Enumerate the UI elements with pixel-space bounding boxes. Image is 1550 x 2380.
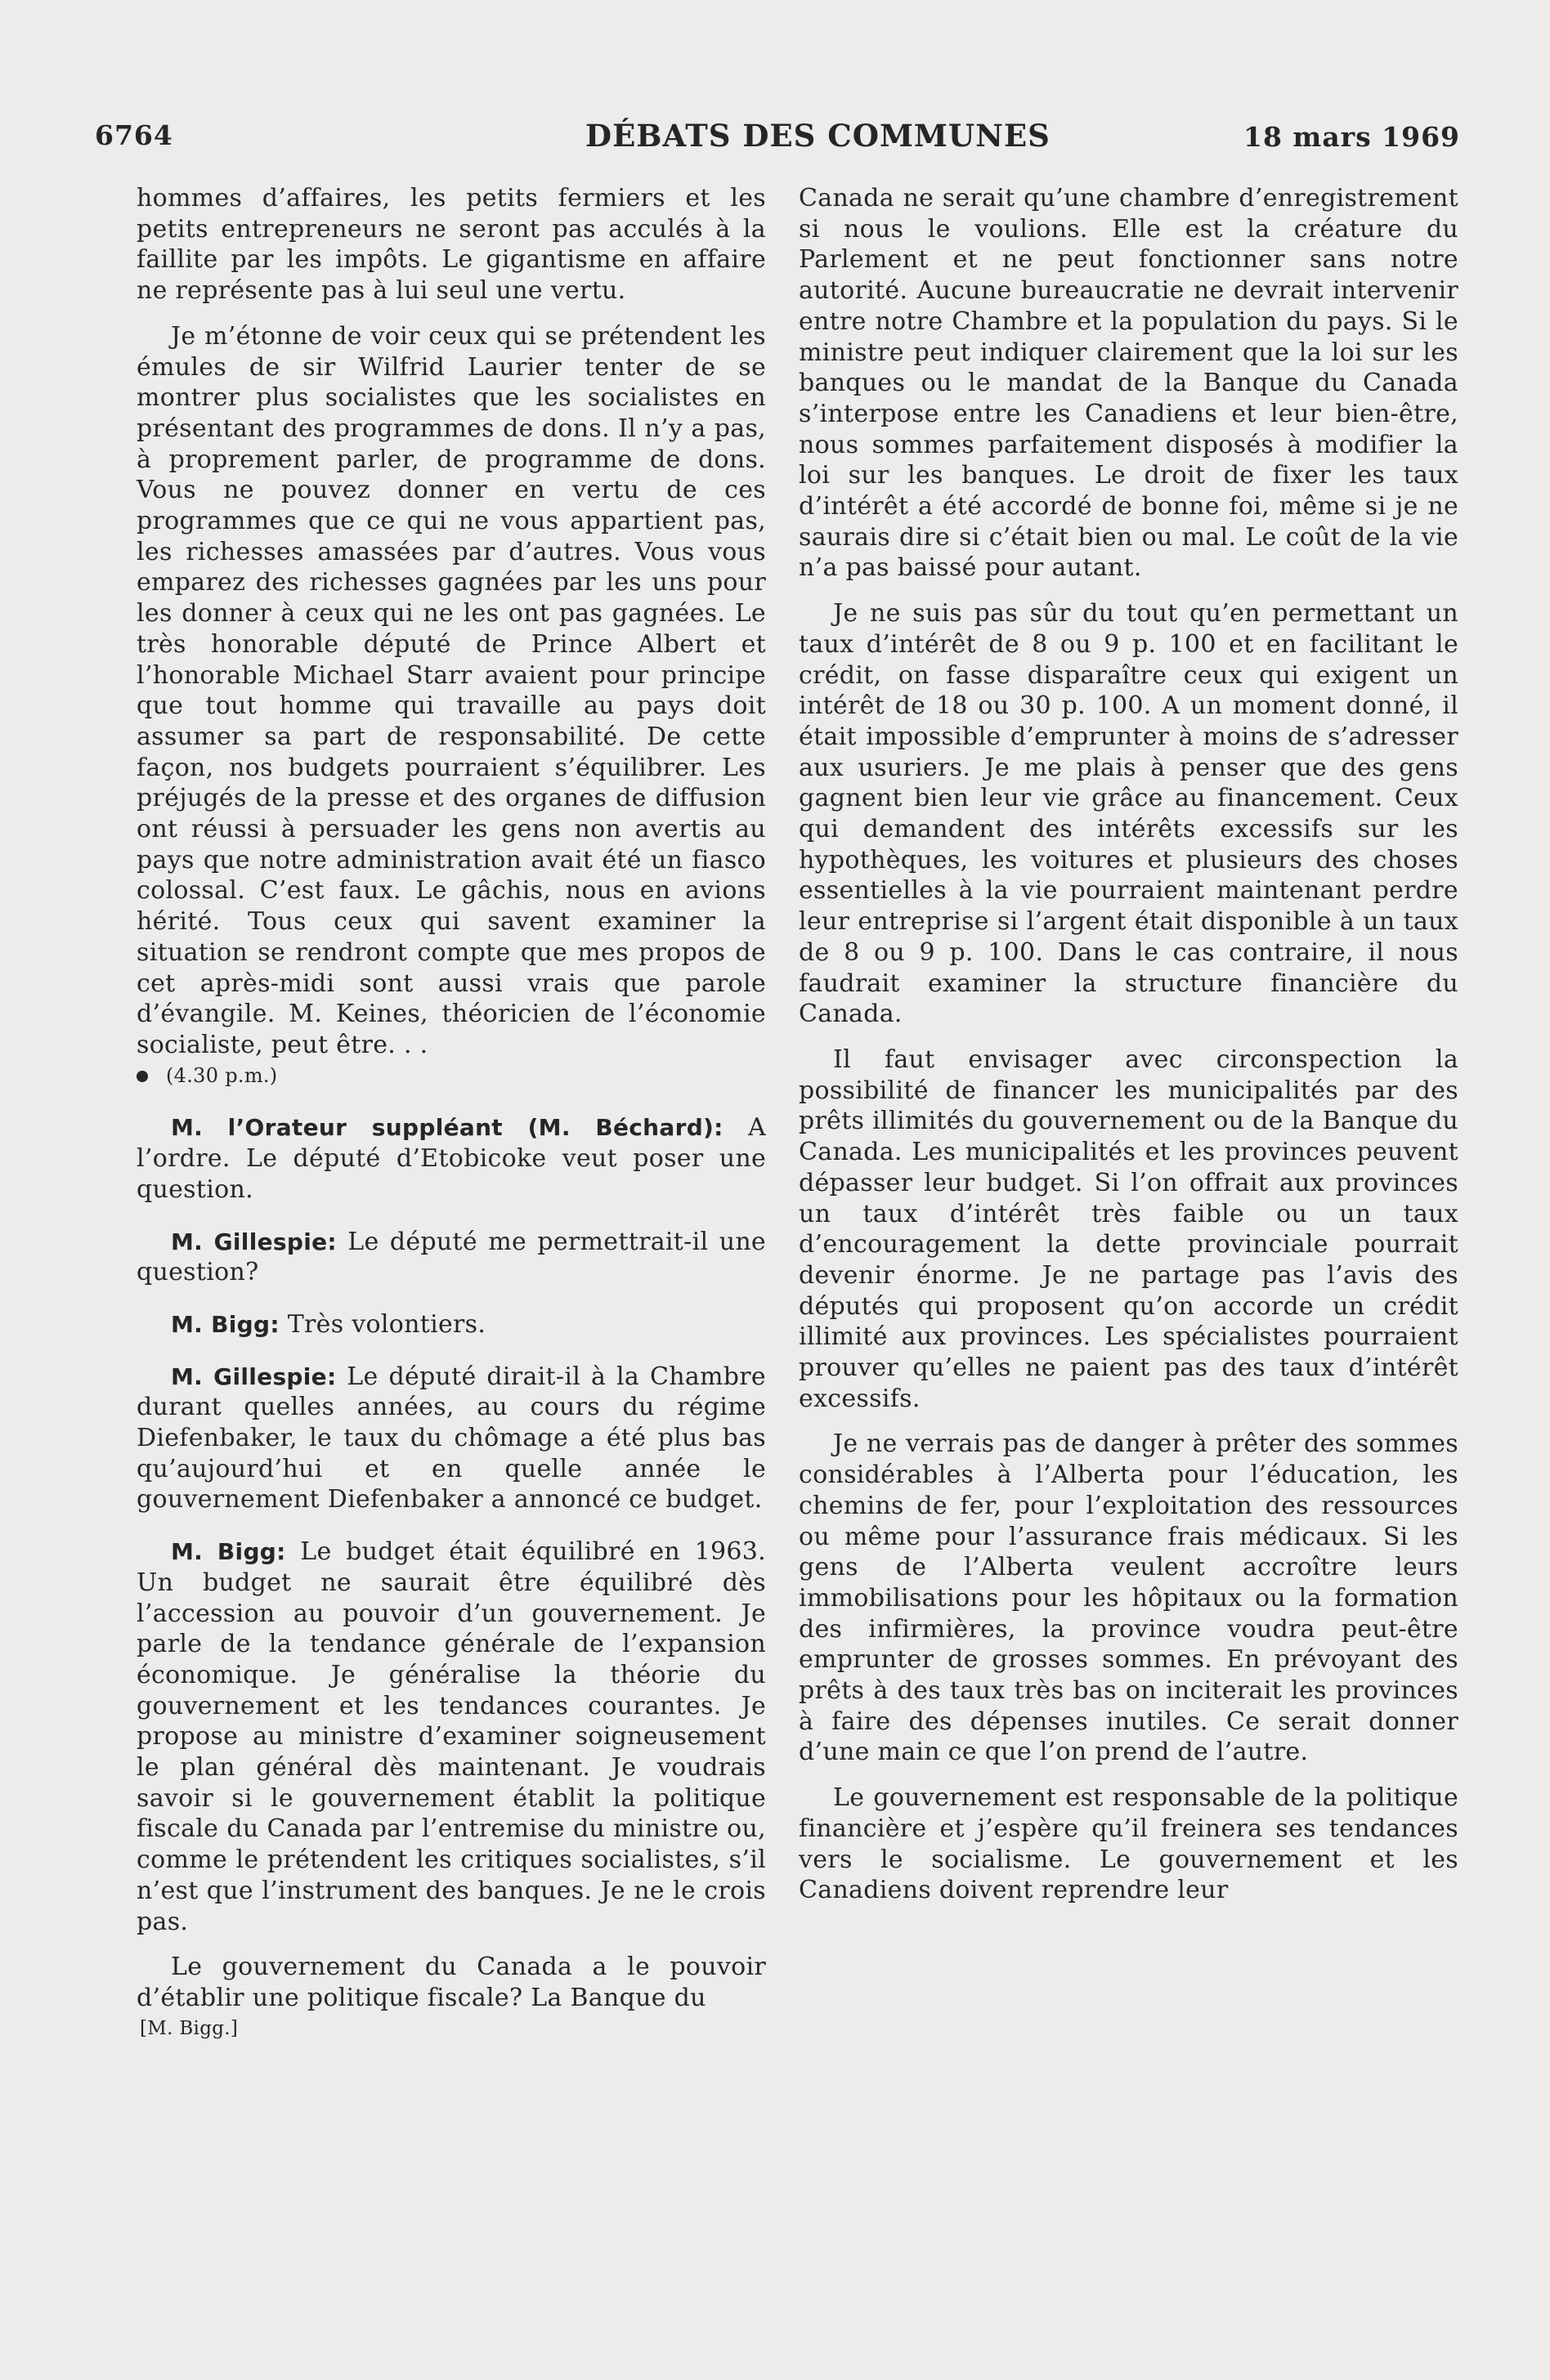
speech-text: A l’ordre. Le député d’Etobicoke veut poser une question. — [137, 1113, 766, 1204]
speaker-name: M. l’Orateur suppléant (M. Béchard): — [171, 1114, 723, 1142]
paragraph: Canada ne serait qu’une chambre d’enregistrement si nous le voulions. Elle est la créature du Parlement et ne peut fonctionner sans notre autorité. Aucune bureaucratie ne devrait intervenir entre notre Chambre et la population du pays. Si le ministre peut indiquer clairement que la loi sur les banques ou le mandat de la Banque du Canada s’interpose entre les Canadiens et leur bien-être, nous sommes parfaitement disposés à modifier la loi sur les banques. Le droit de fixer les taux d’intérêt a été accordé de bonne foi, même si je ne saurais dire si c’était bien ou mal. Le coût de la vie n’a pas baissé pour autant. — [799, 184, 1458, 583]
speech-text: Le député dirait-il à la Chambre durant quelles années, au cours du régime Diefenbaker, le taux du chômage a été plus bas qu’aujourd’hui et en quelle année le gouvernement Diefenbaker a annoncé ce budget. — [137, 1362, 766, 1514]
left-column — [137, 183, 766, 2044]
speech — [137, 1227, 766, 1288]
speaker-name: M. Bigg: — [171, 1310, 280, 1338]
speech-text: Très volontiers. — [279, 1309, 486, 1339]
paragraph: Il faut envisager avec circonspection la possibilité de financer les municipalités par des prêts illimités du gouvernement ou de la Banque du Canada. Les municipalités et les provinces peuvent dépasser leur budget. Si l’on offrait aux provinces un taux d’intérêt très faible ou un taux d’encouragement la dette provinciale pourrait devenir énorme. Je ne partage pas l’avis des députés qui proposent qu’on accorde un crédit illimité aux provinces. Les spécialistes pourraient prouver qu’elles ne paient pas des taux d’intérêt excessifs. — [799, 1045, 1458, 1413]
speech — [137, 1309, 766, 1340]
speech — [137, 1537, 766, 1937]
paragraph: Je ne suis pas sûr du tout qu’en permettant un taux d’intérêt de 8 ou 9 p. 100 et en facilitant le crédit, on fasse disparaître ceux qui exigent un intérêt de 18 ou 30 p. 100. A un moment donné, il était impossible d’emprunter à moins de s’adresser aux usuriers. Je me plais à penser que des gens gagnent bien leur vie grâce au financement. Ceux qui demandent des intérêts excessifs sur les hypothèques, les voitures et plusieurs des choses essentielles à la vie pourraient maintenant perdre leur entreprise si l’argent était disponible à un taux de 8 ou 9 p. 100. Dans le cas contraire, il nous faudrait examiner la structure financière du Canada. — [799, 599, 1458, 1029]
page-header — [95, 113, 1460, 162]
timestamp: (4.30 p.m.) — [166, 1063, 278, 1087]
publication-title: DÉBATS DES COMMUNES — [585, 118, 1051, 154]
speech-text: Le député me permettrait-il une question? — [137, 1227, 766, 1287]
speech — [137, 1362, 766, 1516]
timestamp-row — [137, 1061, 766, 1092]
speaker-reference: [M. Bigg.] — [140, 2017, 239, 2039]
bullet-icon — [137, 1071, 148, 1082]
paragraph: Le gouvernement est responsable de la politique financière et j’espère qu’il freinera ses tendances vers le socialisme. Le gouvernement et les Canadiens doivent reprendre leur — [799, 1783, 1458, 1905]
speaker-name: M. Bigg: — [171, 1538, 286, 1566]
publication-date: 18 mars 1969 — [1243, 121, 1460, 153]
speaker-name: M. Gillespie: — [171, 1228, 337, 1255]
paragraph: Je m’étonne de voir ceux qui se prétendent les émules de sir Wilfrid Laurier tenter de se montrer plus socialistes que les socialistes en présentant des programmes de dons. Il n’y a pas, à proprement parler, de programme de dons. Vous ne pouvez donner en vertu de ces programmes que ce qui ne vous appartient pas, les richesses amassées par d’autres. Vous vous emparez des richesses gagnées par les uns pour les donner à ceux qui ne les ont pas gagnées. Le très honorable député de Prince Albert et l’honorable Michael Starr avaient pour principe que tout homme qui travaille au pays doit assumer sa part de responsabilité. De cette façon, nos budgets pourraient s’équilibrer. Les préjugés de la presse et des organes de diffusion ont réussi à persuader les gens non avertis au pays que notre administration avait été un fiasco colossal. C’est faux. Le gâchis, nous en avions hérité. Tous ceux qui savent examiner la situation se rendront compte que mes propos de cet après-midi sont aussi vrais que parole d’évangile. M. Keines, théoricien de l’économie socialiste, peut être. . . — [137, 321, 766, 1059]
paragraph: Le gouvernement du Canada a le pouvoir d’établir une politique fiscale? La Banque du — [137, 1953, 766, 2012]
speech-text: Le budget était équilibré en 1963. Un budget ne saurait être équilibré dès l’accession au pouvoir d’un gouvernement. Je parle de la tendance générale de l’expansion économique. Je généralise la théorie du gouvernement et les tendances courantes. Je propose au ministre d’examiner soigneusement le plan général dès maintenant. Je voudrais savoir si le gouvernement établit la politique fiscale du Canada par l’entremise du ministre ou, comme le prétendent les critiques socialistes, s’il n’est que l’instrument des banques. Je ne le crois pas. — [137, 1537, 766, 1936]
right-column — [799, 183, 1458, 1906]
paragraph: hommes d’affaires, les petits fermiers et les petits entrepreneurs ne seront pas acculés à la faillite par les impôts. Le gigantisme en affaire ne représente pas à lui seul une vertu. — [137, 184, 766, 306]
speech — [137, 1112, 766, 1205]
speaker-name: M. Gillespie: — [171, 1362, 337, 1390]
paragraph: Je ne verrais pas de danger à prêter des sommes considérables à l’Alberta pour l’éducation, les chemins de fer, pour l’exploitation des ressources ou même pour l’assurance frais médicaux. Si les gens de l’Alberta veulent accroître leurs immobilisations pour les hôpitaux ou la formation des infirmières, la province voudra peut-être emprunter de grosses sommes. En prévoyant des prêts à des taux très bas on inciterait les provinces à faire des dépenses inutiles. Ce serait donner d’une main ce que l’on prend de l’autre. — [799, 1429, 1458, 1767]
page-number: 6764 — [95, 119, 173, 151]
